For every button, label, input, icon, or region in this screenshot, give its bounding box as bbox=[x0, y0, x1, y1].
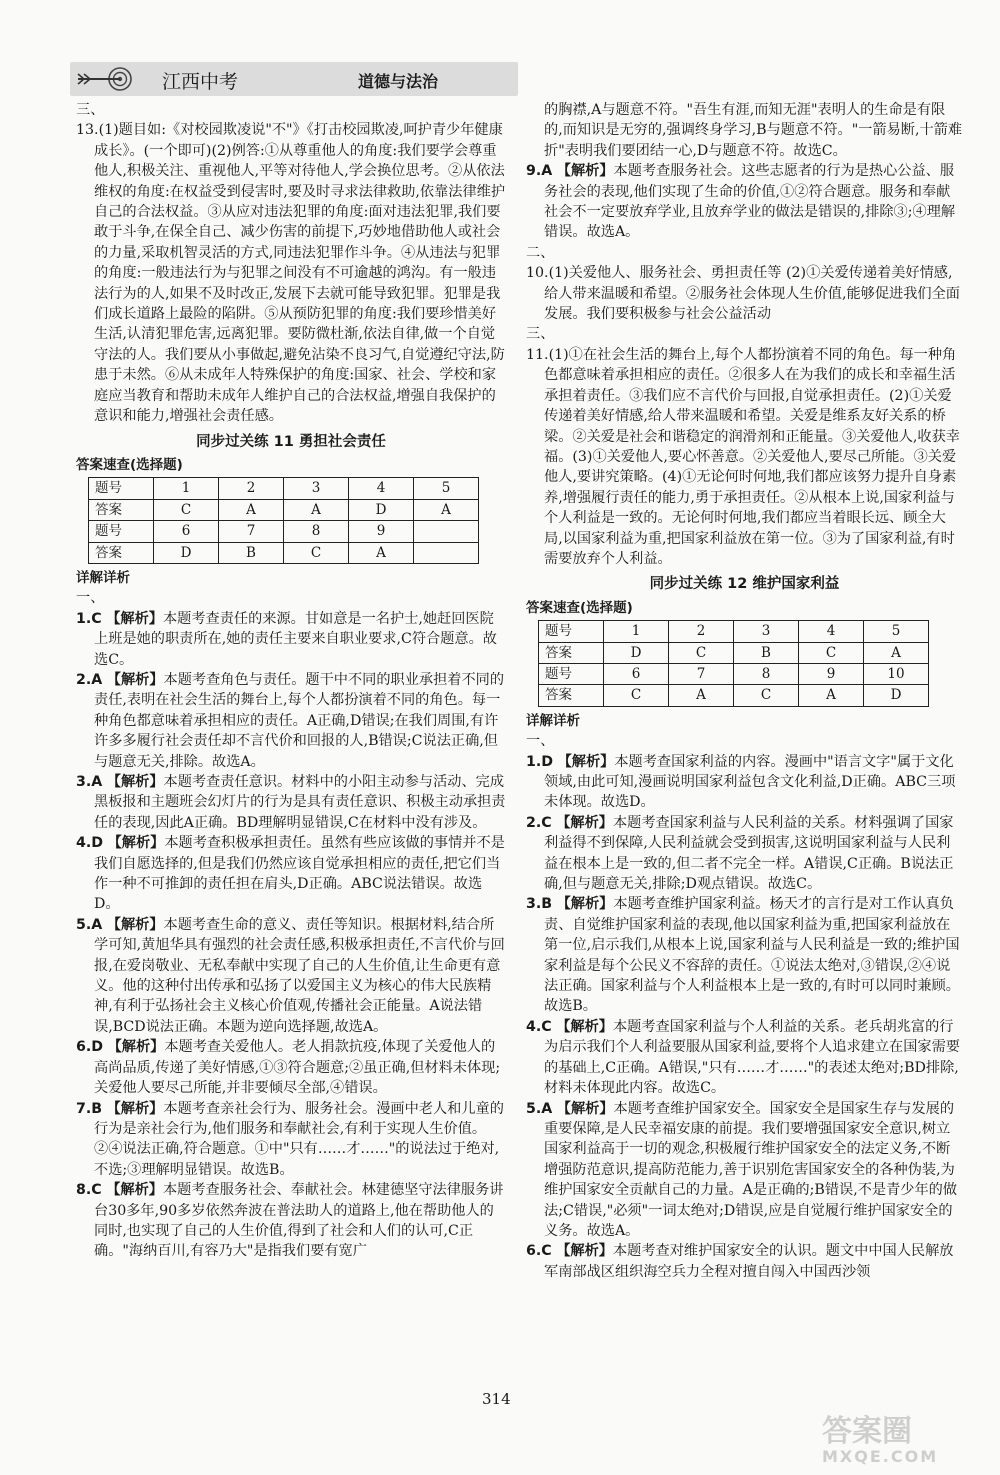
analysis-text: 本题考查国家利益与个人利益的关系。老兵胡兆富的行为启示我们个人利益要服从国家利益,要将个人追求建立在国家需要的基础上,C正确。A错误,"只有……才……"的表述太绝对;BD排除,材料未体现此内容。故选C。 bbox=[544, 1018, 960, 1097]
table-cell: D bbox=[864, 685, 929, 706]
analysis-text: 本题考查积极承担责任。虽然有些应该做的事情并不是我们自愿选择的,但是我们仍然应该自觉承担相应的责任,把它们当作一种不可推卸的责任担在肩头,D正确。ABC说法错误。故选D。 bbox=[94, 835, 505, 913]
table-row bbox=[89, 521, 479, 542]
answer-letter: D bbox=[91, 835, 104, 852]
table-cell: C bbox=[669, 642, 734, 663]
table-cell bbox=[414, 521, 479, 542]
section-part-one: 一、 bbox=[526, 733, 555, 750]
section-part-three: 三、 bbox=[76, 102, 105, 118]
analysis-tag: 【解析】 bbox=[556, 1243, 613, 1260]
table-cell: A bbox=[799, 685, 864, 706]
answer-letter: B bbox=[91, 1100, 103, 1117]
book-brand: 江西中考 bbox=[162, 71, 239, 93]
table-row bbox=[89, 499, 479, 520]
question-number: 4. bbox=[76, 835, 92, 852]
answer-q8-continued: 的胸襟,A与题意不符。"吾生有涯,而知无涯"表明人的生命是有限的,而知识是无穷的,强调终身学习,B与题意不符。"一箭易断,十箭难折"表明我们要团结一心,D与题意不符。故选C。 bbox=[544, 102, 963, 159]
table-cell: 9 bbox=[799, 663, 864, 684]
answer-item bbox=[76, 1037, 506, 1098]
answer-table-11 bbox=[88, 477, 479, 564]
answer-letter: C bbox=[541, 1243, 552, 1260]
analysis-text: 本题考查国家利益的内容。漫画中"语言文字"属于文化领域,由此可知,漫画说明国家利益包含文化利益,D正确。ABC三项未体现。故选D。 bbox=[544, 753, 956, 811]
table-cell: 3 bbox=[734, 621, 799, 642]
table-cell: 4 bbox=[349, 478, 414, 499]
table-cell: 3 bbox=[284, 478, 349, 499]
table-cell: A bbox=[349, 542, 414, 563]
table-cell: 题号 bbox=[89, 521, 154, 542]
table-cell: A bbox=[414, 499, 479, 520]
question-number: 2. bbox=[76, 671, 92, 688]
answer-item bbox=[526, 813, 963, 895]
table-cell: 题号 bbox=[539, 663, 604, 684]
question-number: 3. bbox=[526, 896, 542, 913]
section-part-one: 一、 bbox=[76, 590, 105, 607]
analysis-tag: 【解析】 bbox=[106, 774, 164, 790]
analysis-text: 本题考查服务社会。这些志愿者的行为是热心公益、服务社会的表现,他们实现了生命的价值,①②符合题意。服务和奉献社会不一定要放弃学业,且放弃学业的做法是错误的,排除③;④理解错误。故选A。 bbox=[544, 163, 956, 241]
answer-item bbox=[76, 772, 506, 833]
table-cell: A bbox=[669, 685, 734, 706]
table-cell: 2 bbox=[669, 621, 734, 642]
table-cell: 6 bbox=[604, 663, 669, 684]
answer-letter: B bbox=[541, 896, 553, 913]
question-number: 8. bbox=[76, 1182, 92, 1199]
detail-label: 详解详析 bbox=[526, 712, 580, 729]
table-row bbox=[89, 478, 479, 499]
section-part-three: 三、 bbox=[526, 326, 555, 343]
answer-item bbox=[526, 1017, 963, 1099]
analysis-text: 本题考查责任的来源。甘如意是一名护士,她赶回医院上班是她的职责所在,她的责任主要来自职业要求,C符合题意。故选C。 bbox=[94, 610, 497, 668]
question-number: 2. bbox=[526, 814, 542, 831]
question-number: 1. bbox=[526, 753, 542, 770]
analysis-tag: 【解析】 bbox=[106, 671, 164, 688]
table-cell: 1 bbox=[604, 621, 669, 642]
table-cell: C bbox=[284, 542, 349, 563]
table-cell: 5 bbox=[864, 621, 929, 642]
table-cell: 答案 bbox=[89, 499, 154, 520]
table-row bbox=[539, 663, 929, 684]
analysis-tag: 【解析】 bbox=[556, 1018, 613, 1035]
question-number: 6. bbox=[76, 1039, 92, 1056]
analysis-text: 本题考查亲社会行为、服务社会。漫画中老人和儿童的行为是亲社会行为,他们服务和奉献社会,有利于实现人生价值。②④说法正确,符合题意。①中"只有……才……"的说法过于绝对,不选;③理解明显错误。故选B。 bbox=[94, 1100, 504, 1178]
answer-item bbox=[76, 833, 506, 915]
section12-title: 同步过关练 12 维护国家利益 bbox=[649, 576, 840, 593]
answer-item bbox=[526, 161, 963, 243]
answer-letter: A bbox=[541, 1100, 553, 1117]
answer-list bbox=[76, 609, 506, 1262]
analysis-text: 本题考查服务社会、奉献社会。林建德坚守法律服务讲台30多年,90多岁依然奔波在普法助人的道路上,他在帮助他人的同时,也实现了自己的人生价值,得到了社会和人们的认可,C正确。"海纳百川,有容乃大"是指我们要有宽广 bbox=[94, 1182, 504, 1260]
table-cell: C bbox=[734, 685, 799, 706]
table-cell: 8 bbox=[734, 663, 799, 684]
table-cell: A bbox=[284, 499, 349, 520]
table-cell: 答案 bbox=[89, 542, 154, 563]
answer-q13: 13.(1)题目如:《对校园欺凌说"不"》《打击校园欺凌,呵护青少年健康成长》。(一个即可)(2)例答:①从尊重他人的角度:我们要学会尊重他人,积极关注、重视他人,平等对待他人,学会换位思考。②从依法维权的角度:在权益受到侵害时,要及时寻求法律救助,依靠法律维护自己的合法权益。③从应对违法犯罪的角度:面对违法犯罪,我们要敢于斗争,在保全自己、减少伤害的前提下,巧妙地借助他人或社会的力量,采取机智灵活的方式,同违法犯罪作斗争。④从违法与犯罪的角度:一般违法行为与犯罪之间没有不可逾越的鸿沟。有一般违法行为的人,如果不及时改正,发展下去就可能导致犯罪。犯罪是我们成长道路上最险的陷阱。⑤从预防犯罪的角度:我们要珍惜美好生活,认清犯罪危害,远离犯罪。要防微杜渐,依法自律,做一个自觉守法的人。我们要从小事做起,避免沾染不良习气,自觉遵纪守法,防患于未然。⑥从未成年人特殊保护的角度:国家、社会、学校和家庭应当教育和帮助未成年人维护自己的合法权益,增强自我保护的意识和能力,增强社会责任感。 bbox=[76, 122, 506, 425]
table-cell: 6 bbox=[154, 521, 219, 542]
analysis-tag: 【解析】 bbox=[106, 1182, 163, 1199]
table-cell: C bbox=[154, 499, 219, 520]
table-cell: 答案 bbox=[539, 685, 604, 706]
question-number: 4. bbox=[526, 1018, 542, 1035]
table-cell: 7 bbox=[669, 663, 734, 684]
question-number: 9. bbox=[526, 163, 542, 180]
question-number: 3. bbox=[76, 774, 92, 790]
left-column bbox=[76, 100, 506, 1262]
answer-item bbox=[76, 1099, 506, 1181]
table-cell: 5 bbox=[414, 478, 479, 499]
table-row bbox=[539, 642, 929, 663]
page-header bbox=[70, 62, 518, 96]
answer-item bbox=[526, 894, 963, 1016]
analysis-tag: 【解析】 bbox=[556, 163, 614, 180]
analysis-tag: 【解析】 bbox=[557, 753, 615, 770]
analysis-text: 本题考查国家利益与人民利益的关系。材料强调了国家利益得不到保障,人民利益就会受到损害,这说明国家利益与人民利益在根本上是一致的,但二者不完全一样。A错误,C正确。B说法正确,但与题意无关,排除;D观点错误。故选C。 bbox=[544, 814, 954, 893]
analysis-text: 本题考查角色与责任。题干中不同的职业承担着不同的责任,表明在社会生活的舞台上,每个人都扮演着不同的角色。每一种角色都意味着承担相应的责任。A正确,D错误;在我们周围,有许许多多履行社会责任却不言代价和回报的人,B错误;C说法正确,但与题意无关,排除。故选A。 bbox=[94, 671, 505, 770]
analysis-text: 本题考查对维护国家安全的认识。题文中中国人民解放军南部战区组织海空兵力全程对擅自闯入中国西沙领 bbox=[544, 1243, 954, 1280]
table-cell: C bbox=[604, 685, 669, 706]
answer-letter: A bbox=[91, 671, 103, 688]
answer-letter: C bbox=[541, 814, 552, 831]
question-number: 7. bbox=[76, 1100, 92, 1117]
table-cell: 7 bbox=[219, 521, 284, 542]
table-row bbox=[539, 621, 929, 642]
table-cell: 题号 bbox=[89, 478, 154, 499]
answer-letter: C bbox=[91, 1182, 102, 1199]
answer-letter: D bbox=[91, 1039, 104, 1056]
table-row bbox=[89, 542, 479, 563]
answer-item bbox=[526, 1099, 963, 1242]
answer-item bbox=[526, 1241, 963, 1282]
question-number: 6. bbox=[526, 1243, 542, 1260]
table-cell: B bbox=[734, 642, 799, 663]
table-cell: D bbox=[154, 542, 219, 563]
answer-letter: C bbox=[91, 610, 102, 627]
table-cell: 9 bbox=[349, 521, 414, 542]
question-number: 1. bbox=[76, 610, 92, 627]
quick-answers-label: 答案速查(选择题) bbox=[76, 456, 183, 473]
quick-answers-label: 答案速查(选择题) bbox=[526, 599, 633, 616]
analysis-tag: 【解析】 bbox=[556, 896, 614, 913]
answer-item bbox=[76, 915, 506, 1037]
analysis-text: 本题考查维护国家利益。杨天才的言行是对工作认真负责、自觉维护国家利益的表现,他以国家利益为重,把国家利益放在第一位,启示我们,从根本上说,国家利益与人民利益是一致的;维护国家利益是每个公民义不容辞的责任。①说法太绝对,③错误,②④说法正确。国家利益与个人利益根本上是一致的,有时可以同时兼顾。故选B。 bbox=[544, 896, 960, 1015]
answer-letter: A bbox=[91, 774, 103, 790]
answer-q11: 11.(1)①在社会生活的舞台上,每个人都扮演着不同的角色。每一种角色都意味着承担相应的责任。②很多人在为我们的成长和幸福生活承担着责任。③我们应不言代价与回报,自觉承担责任。(2)①关爱传递着美好情感,给人带来温暖和希望。关爱是维系友好关系的桥梁。②关爱是社会和谐稳定的润滑剂和正能量。③关爱他人,收获幸福。(3)①关爱他人,要心怀善意。②关爱他人,要尽己所能。③关爱他人,要讲究策略。(4)①无论何时何地,我们都应该努力提升自身素养,增强履行责任的能力,勇于承担责任。②从根本上说,国家利益与个人利益是一致的。无论何时何地,我们都应当着眼长远、顾全大局,以国家利益为重,把国家利益放在第一位。③为了国家利益,有时需要放弃个人利益。 bbox=[526, 346, 960, 567]
analysis-text: 本题考查维护国家安全。国家安全是国家生存与发展的重要保障,是人民幸福安康的前提。我们要增强国家安全意识,树立国家利益高于一切的观念,积极履行维护国家安全的法定义务,不断增强防范意识,提高防范能力,善于识别危害国家安全的各种伪装,为维护国家安全贡献自己的力量。A是正确的;B错误,不是青少年的做法;C错误,"必须"一词太绝对;D错误,应是自觉履行维护国家安全的义务。故选A。 bbox=[544, 1100, 958, 1239]
page-number: 314 bbox=[482, 1390, 511, 1408]
analysis-tag: 【解析】 bbox=[106, 610, 163, 627]
answer-table-12 bbox=[538, 620, 929, 707]
analysis-tag: 【解析】 bbox=[106, 1100, 164, 1117]
analysis-text: 本题考查责任意识。材料中的小阳主动参与活动、完成黑板报和主题班会幻灯片的行为是具有责任意识、积极主动承担责任的表现,因此A正确。BD理解明显错误,C在材料中没有涉及。 bbox=[94, 774, 506, 831]
table-cell: A bbox=[864, 642, 929, 663]
answer-item bbox=[526, 752, 963, 813]
analysis-tag: 【解析】 bbox=[107, 835, 165, 852]
question-number: 5. bbox=[76, 916, 92, 933]
answer-letter: D bbox=[541, 753, 554, 770]
analysis-text: 本题考查关爱他人。老人捐款抗疫,体现了关爱他人的高尚品质,传递了美好情感,①③符合题意;②虽正确,但材料未体现;关爱他人要尽己所能,并非要倾尽全部,④错误。 bbox=[94, 1039, 501, 1097]
answer-letter: C bbox=[541, 1018, 552, 1035]
answer-q10: 10.(1)关爱他人、服务社会、勇担责任等 (2)①关爱传递着美好情感,给人带来温暖和希望。②服务社会体现人生价值,能够促进我们全面发展。我们要积极参与社会公益活动 bbox=[526, 265, 960, 323]
analysis-tag: 【解析】 bbox=[556, 814, 613, 831]
section11-title: 同步过关练 11 勇担社会责任 bbox=[196, 433, 386, 450]
answer-item bbox=[76, 1180, 506, 1262]
table-cell: 1 bbox=[154, 478, 219, 499]
table-cell: D bbox=[604, 642, 669, 663]
table-cell: C bbox=[799, 642, 864, 663]
table-cell: 2 bbox=[219, 478, 284, 499]
table-cell: 题号 bbox=[539, 621, 604, 642]
analysis-tag: 【解析】 bbox=[106, 916, 164, 933]
watermark-top: 答案圈 bbox=[822, 1414, 912, 1449]
section-part-two: 二、 bbox=[526, 244, 555, 261]
answer-letter: A bbox=[541, 163, 553, 180]
detail-label: 详解详析 bbox=[76, 569, 130, 586]
answer-item bbox=[76, 609, 506, 670]
table-cell: 10 bbox=[864, 663, 929, 684]
subject-title: 道德与法治 bbox=[358, 72, 439, 91]
table-cell: A bbox=[219, 499, 284, 520]
answer-letter: A bbox=[91, 916, 103, 933]
table-cell: 答案 bbox=[539, 642, 604, 663]
table-row bbox=[539, 685, 929, 706]
analysis-text: 本题考查生命的意义、责任等知识。根据材料,结合所学可知,黄旭华具有强烈的社会责任感,积极承担责任,不言代价与回报,在爱岗敬业、无私奉献中实现了自己的人生价值,让生命更有意义。他的这种付出传承和弘扬了以爱国主义为核心的伟大民族精神,有利于弘扬社会主义核心价值观,传播社会正能量。A说法错误,BCD说法正确。本题为逆向选择题,故选A。 bbox=[94, 916, 505, 1035]
answer-item bbox=[76, 670, 506, 772]
table-cell: D bbox=[349, 499, 414, 520]
table-cell: 4 bbox=[799, 621, 864, 642]
arrow-target-logo-icon bbox=[76, 66, 142, 92]
table-cell: 8 bbox=[284, 521, 349, 542]
answer-list bbox=[526, 161, 963, 243]
question-number: 5. bbox=[526, 1100, 542, 1117]
watermark-logo bbox=[822, 1416, 982, 1468]
right-column bbox=[526, 100, 963, 1282]
table-cell: B bbox=[219, 542, 284, 563]
analysis-tag: 【解析】 bbox=[107, 1039, 165, 1056]
watermark-bottom: MXQE.COM bbox=[822, 1447, 939, 1466]
answer-list bbox=[526, 752, 963, 1283]
table-cell bbox=[414, 542, 479, 563]
analysis-tag: 【解析】 bbox=[556, 1100, 614, 1117]
